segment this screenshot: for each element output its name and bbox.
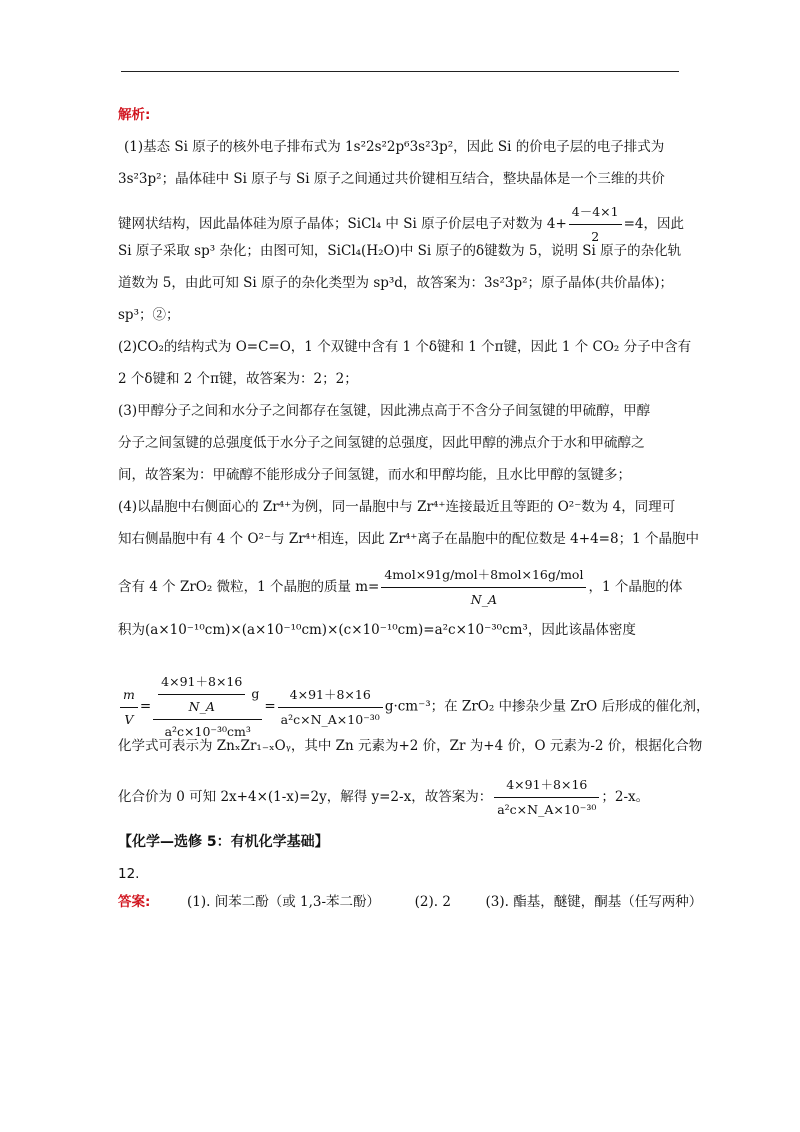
fraction-denominator: N_A	[470, 592, 498, 607]
text-line-7: (2)CO₂的结构式为 O=C=O，1 个双键中含有 1 个δ键和 1 个π键，因此 1 个 CO₂ 分子中含有	[118, 339, 692, 355]
analysis-label: 解析:	[118, 107, 151, 123]
fraction-denominator: a²c×N_A×10⁻³⁰	[280, 711, 380, 727]
fraction-numerator: 4－4×1	[569, 202, 622, 225]
fraction-numerator	[153, 672, 262, 720]
text-line-16b: g·cm⁻³；在 ZrO₂ 中掺杂少量 ZrO 后形成的催化剂，	[384, 698, 710, 715]
text-line-12: (4)以晶胞中右侧面心的 Zr⁴⁺为例，同一晶胞中与 Zr⁴⁺连接最近且等距的 O²⁻数为 4，同理可	[118, 499, 676, 515]
fraction-m-over-v	[120, 685, 138, 730]
text-line-3a: 键网状结构，因此晶体硅为原子晶体；SiCl₄ 中 Si 原子价层电子对数为 4+	[118, 216, 567, 232]
fraction-inner	[158, 672, 245, 717]
text-line-18b: ；2-x。	[601, 789, 650, 805]
text-line-4: Si 原子采取 sp³ 杂化；由图可知，SiCl₄(H₂O)中 Si 原子的δ键数为 5，说明 Si 原子的杂化轨	[118, 243, 682, 259]
answer-item-3: (3). 酯基，醚键，酮基（任写两种）	[485, 894, 703, 910]
fraction-density-compound	[153, 672, 262, 742]
fraction-density-answer	[494, 775, 599, 820]
fraction-denominator: a²c×N_A×10⁻³⁰	[497, 802, 597, 817]
fraction-denominator: a²c×10⁻³⁰cm³	[164, 724, 251, 739]
header-rule	[121, 71, 679, 72]
answer-item-1: (1). 间苯二酚（或 1,3-苯二酚）	[187, 894, 381, 910]
text-line-16: $\frac{m}{V}$ = $\frac{4\times 91+8\times 16}{N\_A}$ g a²c×10⁻³⁰cm³ = $\frac{4\times 91+8\times 16}{\text{a²c×N\_A×10⁻³⁰}}$ g·cm⁻³；在 ZrO₂ 中掺杂少量 ZrO 后形成的催化剂，	[118, 672, 710, 742]
fraction-denominator: 2	[591, 229, 600, 244]
text-line-5: 道数为 5，由此可知 Si 原子的杂化类型为 sp³d，故答案为：3s²3p²；原子晶体(共价晶体)；	[118, 275, 674, 291]
fraction-unit: g	[251, 686, 260, 701]
fraction-numerator: 4×91＋8×16	[278, 685, 383, 708]
fraction-density-simplified	[278, 685, 383, 730]
fraction-inner-numerator: 4×91＋8×16	[158, 672, 245, 695]
text-line-10: 分子之间氢键的总强度低于水分子之间氢键的总强度，因此甲醇的沸点介于水和甲硫醇之	[118, 435, 645, 451]
text-line-1: (1)基态 Si 原子的核外电子排布式为 1s²2s²2p⁶3s²3p²，因此 Si 的价电子层的电子排式为	[124, 139, 665, 155]
fraction-denominator: V	[124, 711, 134, 727]
text-line-6: sp³；②；	[118, 307, 180, 323]
text-line-9: (3)甲醇分子之间和水分子之间都存在氢键，因此沸点高于不含分子间氢键的甲硫醇，甲醇	[118, 403, 651, 419]
text-line-14	[118, 565, 682, 610]
question-number: 12.	[118, 866, 140, 882]
answer-line	[118, 892, 702, 912]
text-line-18	[118, 775, 649, 820]
text-line-15: 积为(a×10⁻¹⁰cm)×(a×10⁻¹⁰cm)×(c×10⁻¹⁰cm)=a²c×10⁻³⁰cm³，因此该晶体密度	[118, 622, 636, 638]
text-line-14a: 含有 4 个 ZrO₂ 微粒，1 个晶胞的质量 m=	[118, 579, 380, 595]
text-line-17: 化学式可表示为 ZnₓZr₁₋ₓOᵧ，其中 Zn 元素为+2 价，Zr 为+4 价，O 元素为-2 价，根据化合物	[118, 738, 703, 754]
text-line-3b: =4，因此	[623, 216, 685, 232]
fraction-inner-denominator: N_A	[188, 699, 215, 714]
fraction-cell-mass	[381, 565, 586, 610]
answer-label: 答案:	[118, 894, 151, 910]
text-line-11: 间，故答案为：甲硫醇不能形成分子间氢键，而水和甲醇均能，且水比甲醇的氢键多；	[118, 467, 631, 483]
text-line-18a: 化合价为 0 可知 2x+4×(1-x)=2y，解得 y=2-x，故答案为：	[118, 789, 493, 805]
fraction-numerator: 4mol×91g/mol＋8mol×16g/mol	[381, 565, 586, 588]
text-line-8: 2 个δ键和 2 个π键，故答案为：2；2；	[118, 371, 358, 387]
text-line-14b: ，1 个晶胞的体	[588, 579, 683, 595]
fraction-numerator: m	[120, 685, 138, 708]
text-line-2: 3s²3p²；晶体硅中 Si 原子与 Si 原子之间通过共价键相互结合，整块晶体是一个三维的共价	[118, 171, 665, 187]
text-line-13: 知右侧晶胞中有 4 个 O²⁻与 Zr⁴⁺相连，因此 Zr⁴⁺离子在晶胞中的配位数是 4+4=8；1 个晶胞中	[118, 531, 699, 547]
section-title: 【化学—选修 5：有机化学基础】	[118, 834, 329, 850]
answer-item-2: (2). 2	[414, 894, 451, 910]
fraction-numerator: 4×91＋8×16	[494, 775, 599, 798]
